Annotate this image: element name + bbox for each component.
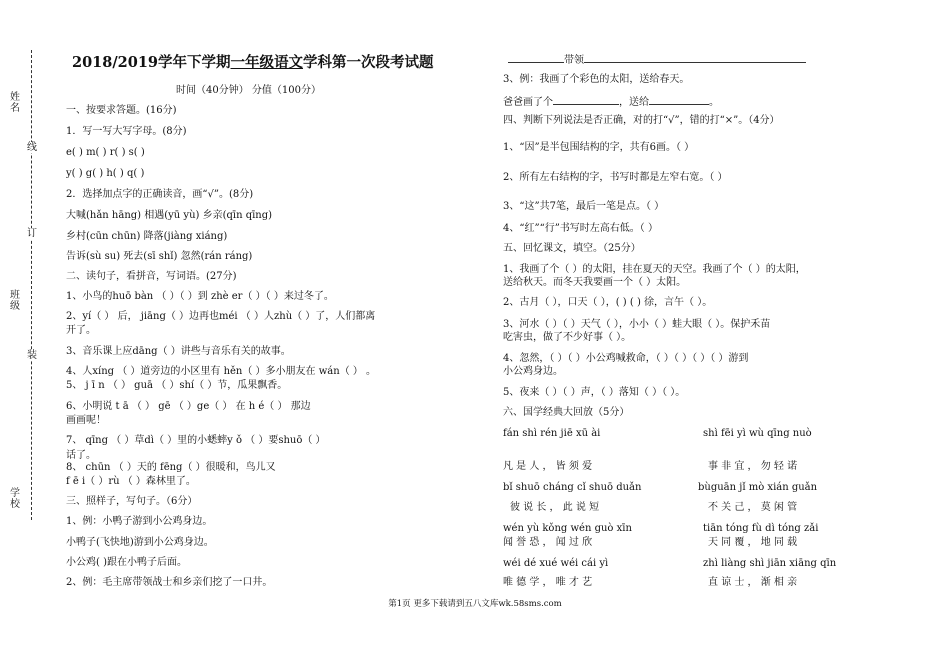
question: 8、 chūn （ ）天的 fēng（ ）很暖和，鸟儿又 xyxy=(66,462,276,473)
binding-margin xyxy=(0,0,48,650)
verse-line: 事 非 宜 ， 勿 轻 诺 xyxy=(708,461,798,472)
text: ，送给 xyxy=(619,97,649,108)
blank xyxy=(508,53,564,63)
question: 3、例：我画了个彩色的太阳，送给春天。 xyxy=(503,74,690,85)
pinyin-line: shì fēi yì wù qīng nuò xyxy=(703,428,812,439)
question: 1、例：小鸭子游到小公鸡身边。 xyxy=(66,516,213,527)
verse-line: 闻 誉 恐 ， 闻 过 欣 xyxy=(503,537,593,548)
question: 2、yí（ ） 后， jiāng（ ）边再也méi （ ）人zhù（ ）了，人们都离 xyxy=(66,311,376,322)
section-4-title: 四、判断下列说法是否正确，对的打“√”，错的打“×”。（4分） xyxy=(503,115,780,126)
section-3-title: 三、照样子，写句子。（6分） xyxy=(66,496,198,507)
pinyin-line: bǐ shuō cháng cǐ shuō duǎn xyxy=(503,482,642,493)
cut-line xyxy=(31,50,32,520)
title-subject: 语文 xyxy=(274,54,304,71)
question: 1、小鸟的huō bàn （ ）（ ）到 zhè er（ ）（ ）来过冬了。 xyxy=(66,291,334,302)
text: 爸爸画了个 xyxy=(503,97,553,108)
question: 小鸭子(飞快地)游到小公鸡身边。 xyxy=(66,537,214,548)
question: 5、夜来（ ）（ ）声，（ ）落知（ ）（ ）。 xyxy=(503,387,686,398)
question: 大喊(hǎn hāng) 相遇(yū yù) 乡亲(qīn qīng) xyxy=(66,210,273,221)
question: 3、河水（ ）（ ）天气（ ），小小（ ）蛙大眼（ ）。保护禾苗 xyxy=(503,319,771,330)
text: 。 xyxy=(709,97,719,108)
verse-line: 直 谅 士 ， 渐 相 亲 xyxy=(708,577,798,588)
question: 2、古月（ ），口天（ ），( ) ( ) 徐，言午（ ）。 xyxy=(503,297,713,308)
blank xyxy=(584,53,806,63)
mark-xian: 线 xyxy=(27,142,37,153)
question: f ē i（ ）rù （ ）森林里了。 xyxy=(66,476,196,487)
section-6-title: 六、国学经典大回放（5分） xyxy=(503,407,630,418)
question: 4、人xíng （ ）道旁边的小区里有 hěn（ ）多小朋友在 wán（ ） 。 xyxy=(66,366,377,377)
question xyxy=(503,95,719,109)
school-label: 学校 xyxy=(10,488,20,510)
question: 1、我画了个（ ）的太阳，挂在夏天的天空。我画了个（ ）的太阳， xyxy=(503,264,806,275)
question: 告诉(sù su) 死去(sī shǐ) 忽然(rán ráng) xyxy=(66,251,253,262)
mark-ding: 订 xyxy=(27,228,37,239)
question: 5、 j ī n （ ） guā （ ）shí（ ）节，瓜果飘香。 xyxy=(66,380,288,391)
section-1-title: 一、按要求答题。(16分) xyxy=(66,105,177,116)
blank xyxy=(553,95,619,105)
question: 2．选择加点字的正确读音，画“√”。(8分) xyxy=(66,189,254,200)
verse-line: 唯 德 学 ， 唯 才 艺 xyxy=(503,577,593,588)
question: 4、忽然，（ ）（ ）小公鸡喊救命，（ ）（ ）（ ）（ ）游到 xyxy=(503,353,749,364)
question: 小公鸡身边。 xyxy=(503,366,563,377)
name-label: 姓名 xyxy=(10,92,20,114)
question: 3、“这”共7笔，最后一笔是点。（ ） xyxy=(503,201,665,212)
question: 小公鸡( )跟在小鸭子后面。 xyxy=(66,557,187,568)
verse-line: 不 关 己 ， 莫 闲 管 xyxy=(708,502,798,513)
time-info: 时间（40分钟） 分值（100分） xyxy=(176,85,321,96)
section-2-title: 二、读句子，看拼音，写词语。(27分) xyxy=(66,271,237,282)
mark-zhuang: 装 xyxy=(27,350,37,361)
answer-word: 带领 xyxy=(564,55,584,66)
verse-line: 天 同 覆 ， 地 同 载 xyxy=(708,537,798,548)
question: 开了。 xyxy=(66,325,96,336)
pinyin-line: zhì liàng shì jiān xiāng qīn xyxy=(703,558,837,569)
title-grade: 一年级 xyxy=(230,54,275,71)
page-footer: 第1页 更多下载请到五八文库wk.58sms.com xyxy=(388,599,562,609)
question: 1、“因”是半包围结构的字，共有6画。（ ） xyxy=(503,142,695,153)
question: 7、 qīng （ ）草dì（ ）里的小蟋蟀y ǒ （ ）要shuō（ ） xyxy=(66,435,326,446)
question: 6、小明说 t ā （ ） gē （ ）ge（ ） 在 h é（ ） 那边 xyxy=(66,401,311,412)
question: 乡村(cūn chūn) 降落(jiàng xiáng) xyxy=(66,231,228,242)
question: 送给秋天。而冬天我要画一个（ ）太阳。 xyxy=(503,277,687,288)
verse-line: 凡 是 人 ， 皆 须 爱 xyxy=(503,461,593,472)
question: 3、音乐课上应dāng（ ）讲些与音乐有关的故事。 xyxy=(66,346,291,357)
pinyin-line: wéi dé xué wéi cái yì xyxy=(503,558,609,569)
page-title xyxy=(72,55,434,71)
question: y( ) g( ) h( ) q( ) xyxy=(66,168,145,179)
section-5-title: 五、回忆课文，填空。（25分） xyxy=(503,243,641,254)
question: e( ) m( ) r( ) s( ) xyxy=(66,147,145,158)
verse-line: 彼 说 长 ， 此 说 短 xyxy=(510,502,600,513)
question: 画画呢！ xyxy=(66,415,106,426)
pinyin-line: fán shì rén jiē xū ài xyxy=(503,428,601,439)
question: 1．写一写大写字母。(8分) xyxy=(66,126,187,137)
title-suffix: 学科第一次段考试题 xyxy=(303,54,434,71)
blank xyxy=(649,95,709,105)
class-label: 班级 xyxy=(10,290,20,312)
pinyin-line: tiān tóng fù dì tóng zǎi xyxy=(703,523,819,534)
pinyin-line: bùguān jǐ mò xián guǎn xyxy=(698,482,818,493)
question: 话了。 xyxy=(66,450,96,461)
title-prefix: 2018/2019学年下学期 xyxy=(72,54,231,71)
question: 2、例：毛主席带领战士和乡亲们挖了一口井。 xyxy=(66,577,273,588)
answer-line xyxy=(508,53,806,67)
question: 2、所有左右结构的字，书写时都是左窄右宽。（ ） xyxy=(503,172,728,183)
pinyin-line: wén yù kǒng wén guò xīn xyxy=(503,523,632,534)
question: 4、“红”“行”书写时左高右低。（ ） xyxy=(503,223,658,234)
question: 吃害虫，做了不少好事（ ）。 xyxy=(503,332,632,343)
